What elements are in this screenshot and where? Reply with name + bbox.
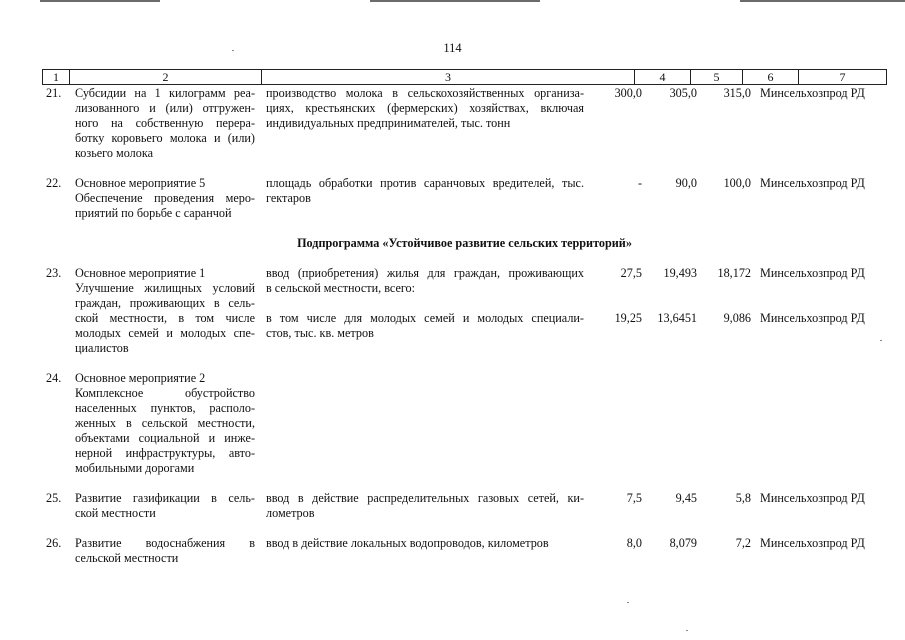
measure-name-line: Развитие водоснабжения в <box>75 536 255 550</box>
measure-name-line: приятий по борьбе с саранчой <box>75 206 232 220</box>
value-col-4: 19,25 <box>614 311 642 325</box>
value-col-5: 305,0 <box>669 86 697 100</box>
responsible-executor: Минсельхозпрод РД <box>760 311 865 325</box>
value-col-5: 19,493 <box>663 266 697 280</box>
row-number: 22. <box>46 176 62 190</box>
indicator-line: ввод в действие распределительных газовых сетей, ки- <box>266 491 584 505</box>
measure-name <box>75 371 255 476</box>
measure-name-line: объектами социальной и инже- <box>75 431 255 445</box>
measure-name-line: ного на собственную перера- <box>75 116 255 130</box>
indicator-line: ввод (приобретения) жилья для граждан, проживающих <box>266 266 584 280</box>
indicator-line: в сельской местности, всего: <box>266 281 416 295</box>
value-col-4: 300,0 <box>614 86 642 100</box>
measure-name-line: козьего молока <box>75 146 153 160</box>
header-col-4: 4 <box>635 70 691 84</box>
responsible-executor: Минсельхозпрод РД <box>760 266 865 280</box>
indicator-line: ввод в действие локальных водопроводов, километров <box>266 536 549 550</box>
value-col-4: - <box>637 176 642 190</box>
measure-name-line: Основное мероприятие 5 <box>75 176 206 190</box>
row-number: 26. <box>46 536 62 550</box>
page-number: 114 <box>443 41 462 55</box>
measure-name-line: ской местности <box>75 506 156 520</box>
indicator-text <box>266 536 584 551</box>
row-number: 21. <box>46 86 62 100</box>
measure-name-line: Улучшение жилищных условий <box>75 281 255 295</box>
measure-name-line: Основное мероприятие 2 <box>75 371 206 385</box>
scan-speck <box>880 340 882 341</box>
indicator-line: производство молока в сельскохозяйственных организа- <box>266 86 584 100</box>
measure-name-line: Комплексное обустройство <box>75 386 255 400</box>
header-col-7: 7 <box>839 70 846 84</box>
indicator-line: в том числе для молодых семей и молодых специали- <box>266 311 584 325</box>
measure-name <box>75 266 255 356</box>
measure-name <box>75 536 255 566</box>
indicator-text <box>266 311 584 341</box>
measure-name-line: Развитие газификации в сель- <box>75 491 255 505</box>
value-col-6: 9,086 <box>723 311 751 325</box>
indicator-line: лометров <box>266 506 315 520</box>
indicator-text <box>266 266 584 296</box>
measure-name-line: Субсидии на 1 килограмм реа- <box>75 86 255 100</box>
value-col-5: 90,0 <box>675 176 697 190</box>
table-header-row <box>42 69 887 85</box>
measure-name-line: граждан, проживающих в сель- <box>75 296 255 310</box>
header-col-6: 6 <box>743 70 799 84</box>
row-number: 24. <box>46 371 62 385</box>
indicator-line: гектаров <box>266 191 311 205</box>
indicator-line: индивидуальных предпринимателей, тыс. тонн <box>266 116 511 130</box>
indicator-line: площадь обработки против саранчовых вредителей, тыс. <box>266 176 584 190</box>
measure-name-line: нерной инфраструктуры, авто- <box>75 446 255 460</box>
measure-name-line: Обеспечение проведения меро- <box>75 191 255 205</box>
responsible-executor: Минсельхозпрод РД <box>760 86 865 100</box>
responsible-executor: Минсельхозпрод РД <box>760 491 865 505</box>
measure-name <box>75 491 255 521</box>
value-col-4: 7,5 <box>626 491 642 505</box>
responsible-executor: Минсельхозпрод РД <box>760 176 865 190</box>
value-col-6: 315,0 <box>723 86 751 100</box>
indicator-line: стов, тыс. кв. метров <box>266 326 374 340</box>
value-col-6: 100,0 <box>723 176 751 190</box>
value-col-5: 8,079 <box>669 536 697 550</box>
measure-name <box>75 86 255 161</box>
value-col-4: 27,5 <box>620 266 642 280</box>
indicator-text <box>266 491 584 521</box>
measure-name-line: женных в сельской местности, <box>75 416 255 430</box>
scan-speck <box>686 630 688 631</box>
measure-name-line: молодых семей и молодых спе- <box>75 326 255 340</box>
header-col-5: 5 <box>691 70 743 84</box>
measure-name-line: циалистов <box>75 341 129 355</box>
row-number: 23. <box>46 266 62 280</box>
responsible-executor: Минсельхозпрод РД <box>760 536 865 550</box>
value-col-6: 5,8 <box>735 491 751 505</box>
value-col-6: 7,2 <box>735 536 751 550</box>
value-col-5: 9,45 <box>675 491 697 505</box>
row-number: 25. <box>46 491 62 505</box>
measure-name-line: населенных пунктов, располо- <box>75 401 255 415</box>
scan-edge-right <box>740 0 905 2</box>
value-col-4: 8,0 <box>626 536 642 550</box>
measure-name-line: мобильными дорогами <box>75 461 195 475</box>
indicator-line: циях, крестьянских (фермерских) хозяйствах, включая <box>266 101 584 115</box>
value-col-5: 13,6451 <box>657 311 697 325</box>
scan-speck <box>232 50 234 51</box>
measure-name-line: лизованного и (или) отгружен- <box>75 101 255 115</box>
measure-name-line: сельской местности <box>75 551 179 565</box>
indicator-text <box>266 86 584 131</box>
subprogram-heading: Подпрограмма «Устойчивое развитие сельских территорий» <box>297 236 632 250</box>
indicator-text <box>266 176 584 206</box>
measure-name-line: ской местности, в том числе <box>75 311 255 325</box>
header-col-1: 1 <box>43 70 70 84</box>
measure-name <box>75 176 255 221</box>
header-col-2: 2 <box>70 70 262 84</box>
scan-speck <box>627 602 629 603</box>
measure-name-line: ботку коровьего молока и (или) <box>75 131 255 145</box>
value-col-6: 18,172 <box>717 266 751 280</box>
scan-edge-left <box>40 0 160 2</box>
header-col-3: 3 <box>262 70 635 84</box>
scan-edge-center <box>370 0 540 2</box>
measure-name-line: Основное мероприятие 1 <box>75 266 206 280</box>
